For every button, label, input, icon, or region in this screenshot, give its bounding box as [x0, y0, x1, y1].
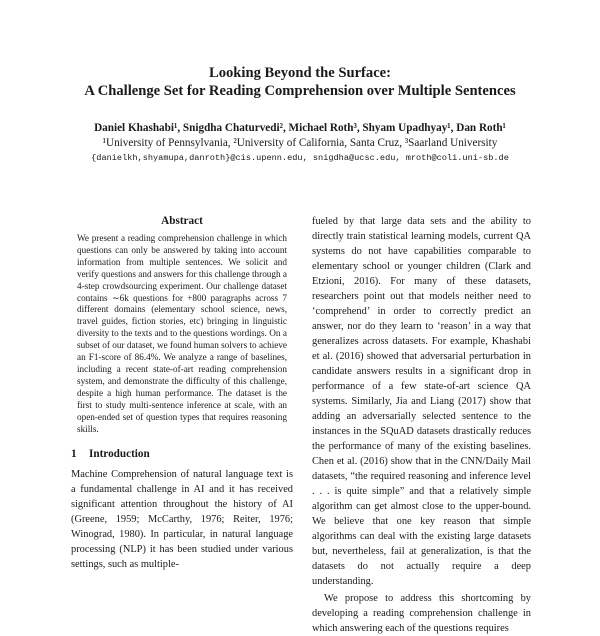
section-title: Introduction	[89, 448, 150, 461]
abstract-text: We present a reading comprehension challenge in which questions can only be answered by taking into account information from multiple sentences. We solicit and verify questions and answers for this challenge through a 4-step crowdsourcing experiment. Our challenge dataset contains ∼6k questions for +800 paragraphs across 7 different domains (elementary school science, news, travel guides, fiction stories, etc) bringing in linguistic diversity to the texts and to the questions wordings. On a subset of our dataset, we found human solvers to achieve an F1-score of 86.4%. We analyze a range of baselines, including a recent state-of-art reading comprehension system, and demonstrate the difficulty of this challenge, despite a high human performance. The dataset is the first to study multi-sentence inference at scale, with an open-ended set of question types that requires reasoning skills.	[77, 233, 287, 434]
section-heading-introduction	[71, 447, 293, 461]
right-paragraph-2: We propose to address this shortcoming by developing a reading comprehension challenge in which answering each of the questions requires	[312, 593, 531, 634]
introduction-text: Machine Comprehension of natural language text is a fundamental challenge in AI and it has received significant attention throughout the history of AI (Greene, 1959; McCarthy, 1976; Reiter, 1976; Winograd, 1980). In particular, in natural language processing (NLP) it has been studied under various settings, such as multiple-	[71, 469, 293, 571]
title-line-1: Looking Beyond the Surface:	[208, 65, 392, 81]
abstract-heading: Abstract	[161, 215, 203, 227]
right-paragraph-1: fueled by that large data sets and the ability to directly train statistical learning models, current QA systems do not have capabilities comparable to elementary school or younger children (Clark and Etzioni, 2016). For many of these datasets, researchers point out that models neither need to ‘comprehend’ in order to correctly predict an answer, nor do they learn to ‘reason’ in a way that generalizes across datasets. For example, Khashabi et al. (2016) showed that adversarial perturbation in candidate answers results in a significant drop in performance of a few state-of-art science QA systems. Similarly, Jia and Liang (2017) show that adding an adversarially selected sentence to the instances in the SQuAD datasets drastically reduces the performance of many of the existing baselines. Chen et al. (2016) show that in the CNN/Daily Mail datasets, “the required reasoning and inference level . . . is quite simple” and that a relatively simple algorithm can get almost close to the upper-bound. We believe that one key reason that simple algorithms can deal with the existing large datasets but, nevertheless, fail at generalization, is that the datasets do not actually require a deep understanding.	[312, 216, 531, 587]
paper-title	[0, 64, 600, 100]
right-column	[312, 214, 531, 636]
author-emails: {danielkh,shyamupa,danroth}@cis.upenn.edu, snigdha@ucsc.edu, mroth@coli.uni-sb.de	[91, 153, 509, 163]
title-line-2: A Challenge Set for Reading Comprehension over Multiple Sentences	[84, 83, 516, 99]
author-names: Daniel Khashabi¹, Snigdha Chaturvedi², Michael Roth³, Shyam Upadhyay¹, Dan Roth¹	[94, 122, 506, 134]
author-affiliations: ¹University of Pennsylvania, ²University of California, Santa Cruz, ³Saarland University	[102, 136, 498, 149]
author-block	[0, 121, 600, 166]
left-column	[71, 214, 293, 572]
section-number: 1	[71, 448, 77, 461]
